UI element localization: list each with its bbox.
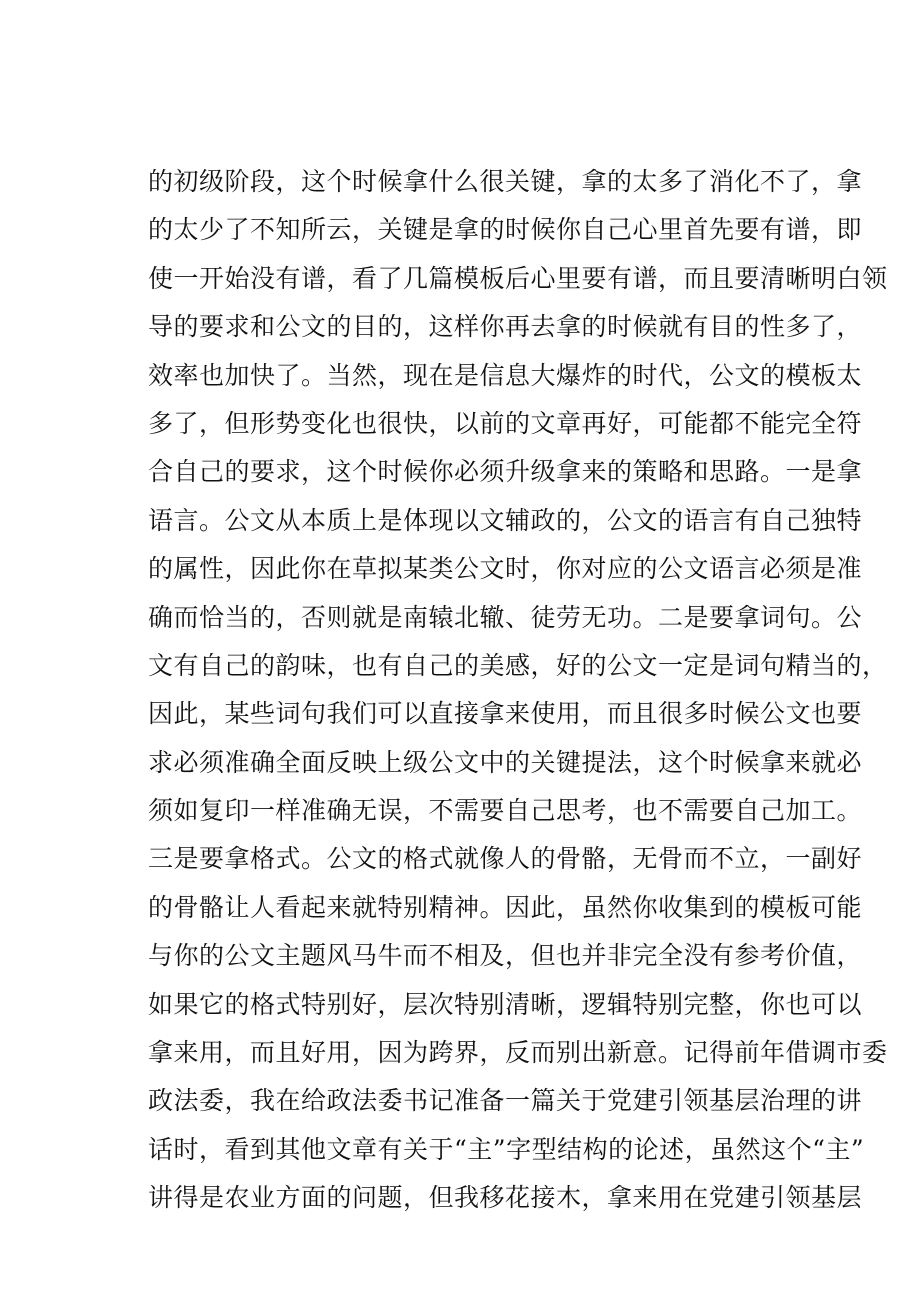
text-line: 的初级阶段，这个时候拿什么很关键，拿的太多了消化不了，拿 — [148, 167, 863, 196]
text-line: 如果它的格式特别好，层次特别清晰，逻辑特别完整，你也可以 — [148, 989, 863, 1019]
text-line: 文有自己的韵味，也有自己的美感，好的公文一定是词句精当的， — [148, 650, 888, 680]
text-line: 讲得是农业方面的问题，但我移花接木，拿来用在党建引领基层 — [148, 1183, 863, 1213]
text-line: 政法委，我在给政法委书记准备一篇关于党建引领基层治理的讲 — [148, 1086, 863, 1116]
text-line: 的属性，因此你在草拟某类公文时，你对应的公文语言必须是准 — [148, 554, 863, 584]
text-line: 须如复印一样准确无误，不需要自己思考，也不需要自己加工。 — [148, 796, 863, 826]
text-line: 导的要求和公文的目的，这样你再去拿的时候就有目的性多了， — [148, 312, 863, 342]
text-line: 因此，某些词句我们可以直接拿来使用，而且很多时候公文也要 — [148, 699, 863, 729]
body-text — [148, 158, 888, 1223]
text-line: 使一开始没有谱，看了几篇模板后心里要有谱，而且要清晰明白领 — [148, 263, 888, 293]
text-line: 效率也加快了。当然，现在是信息大爆炸的时代，公文的模板太 — [148, 360, 863, 390]
text-line: 与你的公文主题风马牛而不相及，但也并非完全没有参考价值， — [148, 941, 863, 971]
text-line: 多了，但形势变化也很快，以前的文章再好，可能都不能完全符 — [148, 408, 863, 438]
text-line: 求必须准确全面反映上级公文中的关键提法，这个时候拿来就必 — [148, 747, 863, 777]
text-line: 三是要拿格式。公文的格式就像人的骨骼，无骨而不立，一副好 — [148, 844, 863, 874]
text-line: 的太少了不知所云，关键是拿的时候你自己心里首先要有谱，即 — [148, 215, 863, 245]
text-line: 语言。公文从本质上是体现以文辅政的，公文的语言有自己独特 — [148, 505, 863, 535]
text-line: 合自己的要求，这个时候你必须升级拿来的策略和思路。一是拿 — [148, 457, 863, 487]
text-line: 拿来用，而且好用，因为跨界，反而别出新意。记得前年借调市委 — [148, 1038, 888, 1068]
text-line: 的骨骼让人看起来就特别精神。因此，虽然你收集到的模板可能 — [148, 892, 863, 922]
text-line: 话时，看到其他文章有关于“主”字型结构的论述，虽然这个“主” — [148, 1134, 865, 1164]
text-line: 确而恰当的，否则就是南辕北辙、徒劳无功。二是要拿词句。公 — [148, 602, 863, 632]
